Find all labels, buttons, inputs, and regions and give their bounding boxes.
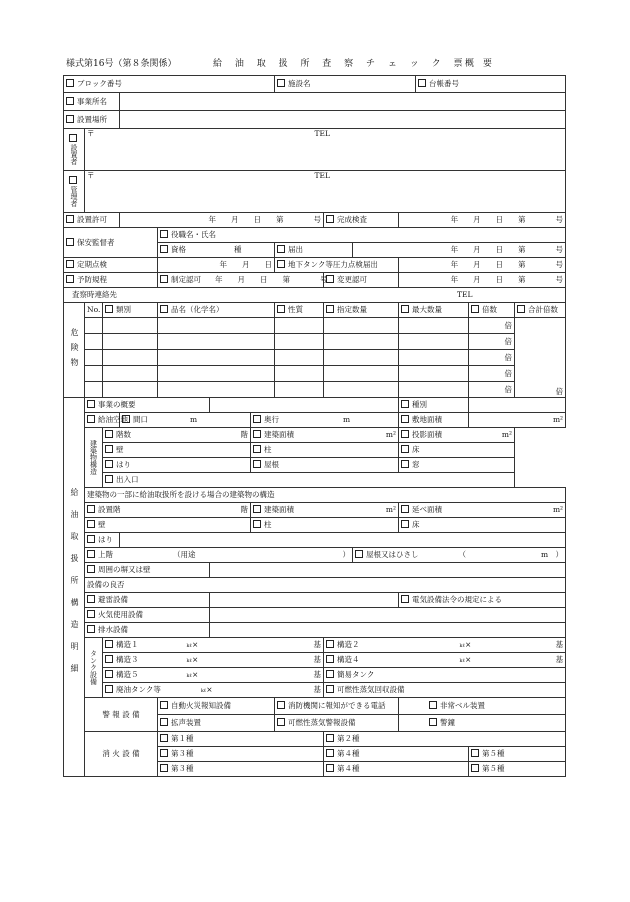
header-total-multiple: 合計倍数 (515, 303, 566, 318)
ledger-checkbox[interactable] (418, 79, 426, 87)
equipment-title: 設備の良否 (85, 578, 566, 593)
building-structure-label: 建築物構造 (85, 428, 103, 488)
form-title: 給 油 取 扱 所 査 察 チ ェ ッ ク 票 (213, 59, 468, 69)
table-row[interactable] (85, 366, 103, 382)
header-item-name: 品名（化学名） (158, 303, 275, 318)
block-number-field[interactable]: ブロック番号 (64, 76, 275, 93)
ledger-number-field[interactable]: 台帳番号 (416, 76, 566, 93)
manager-label: 管理者 (64, 171, 85, 213)
position-name-field[interactable]: 役職名・氏名 (158, 228, 566, 243)
safety-supervisor-label: 保安監督者 (64, 228, 158, 258)
change-approval-date[interactable]: 年 月 日 第 号 (399, 273, 566, 288)
facility-name-field[interactable]: 施設名 (275, 76, 416, 93)
block-checkbox[interactable] (66, 79, 74, 87)
completion-date[interactable]: 年 月 日 第 号 (399, 213, 566, 228)
table-row[interactable] (85, 334, 103, 350)
notification-label: 届出 (275, 243, 353, 258)
hazmat-label: 危険物 (64, 303, 85, 398)
prevention-rules-label: 予防規程 (64, 273, 158, 288)
table-row[interactable] (85, 318, 103, 334)
table-row[interactable] (85, 382, 103, 398)
header-designated-qty: 指定数量 (324, 303, 399, 318)
structure-label: 給油取扱所構造明細 (64, 398, 85, 777)
alarm-label: 警 報 設 備 (85, 698, 158, 732)
contact-field[interactable]: 査察時連絡先 TEL (64, 288, 566, 303)
periodic-inspection-date[interactable]: 年 月 日 (158, 258, 275, 273)
facility-checkbox[interactable] (277, 79, 285, 87)
installer-address[interactable]: 〒 TEL (85, 129, 566, 171)
installer-label: 設置者 (64, 129, 85, 171)
header-max-qty: 最大数量 (399, 303, 469, 318)
partial-building-title: 建築物の一部に給油取扱所を設ける場合の建築物の構造 (85, 488, 566, 503)
location-label: 設置場所 (64, 111, 120, 129)
tank-pressure-date[interactable]: 年 月 日 第 号 (399, 258, 566, 273)
permit-date[interactable]: 年 月 日 第 号 (120, 213, 324, 228)
manager-address[interactable]: 〒 TEL (85, 171, 566, 213)
completion-label: 完成検査 (324, 213, 399, 228)
inspection-form: ブロック番号 施設名 台帳番号 事業所名 設置場所 設置者 〒 TEL 管理者 〒 TEL 設置許可 年 月 日 第 号 完成検査 年 月 日 第 号 保安監督者 役職名・氏名 資格 種 届出 年 月 日 第 号 定期点検 年 月 日 地下タンク等圧力点検届出 年 月 日 第 号 予防規程 制定認可 年 月 日 第 号 変更認可 年 月 日 第 号 査察時連絡先 TEL 危険物 No. 類別 品名（化学名） 性質 指定数量 最大数量 倍数 合計倍数 倍 倍 倍 倍 倍 倍 給油取扱所構造明細 事業の概要 種別 給油空地 間口 m 奥行 m 敷地面積 m² 建築物構造 階数 階 建築面積 m² 投影面積 m² 壁 柱 床 はり 屋根 窓 出入口 建築物の一部に給油取扱所を設ける場合の建築物の構造 設置階 階 建築面積 m² 延べ面積 m² 壁 柱 床 はり 上階 （用途 ） 屋根又はひさし （ m ） 周囲の塀又は壁 設備の良否 避雷設備 電気設備法令の規定による 火気使用設備 排水設備 タンク設備 構造１ kℓ× 基 構造２ kℓ× 基 構造３ kℓ× 基 構造４ kℓ× 基 構造５ kℓ× 基 簡易タンク 廃油タンク等 kℓ× 基 可燃性蒸気回収設備 警 報 設 備 自動火災報知設備 消防機関に報知ができる電話 非常ベル装置 拡声装置 可燃性蒸気警報設備 警鐘 消 火 設 備 第１種 第２種 第３種 第４種 第５種 第３種 第４種 第５種 (63, 75, 566, 777)
qualification-field[interactable]: 資格 種 (158, 243, 275, 258)
change-approval-label: 変更認可 (324, 273, 399, 288)
header-property: 性質 (275, 303, 324, 318)
periodic-inspection-label: 定期点検 (64, 258, 158, 273)
summary-label: 概 要 (465, 59, 495, 69)
header-class: 類別 (103, 303, 158, 318)
extinguish-label: 消 火 設 備 (85, 732, 158, 777)
established-approval[interactable]: 制定認可 年 月 日 第 号 (158, 273, 324, 288)
total-multiple-value[interactable]: 倍 (515, 318, 566, 398)
table-row[interactable] (85, 350, 103, 366)
location-value[interactable] (120, 111, 566, 129)
tank-equipment-label: タンク設備 (85, 638, 103, 698)
permit-label: 設置許可 (64, 213, 120, 228)
form-number: 様式第16号（第８条関係） (66, 59, 177, 69)
header-no: No. (85, 303, 103, 318)
tank-pressure-label: 地下タンク等圧力点検届出 (275, 258, 399, 273)
business-name-value[interactable] (120, 93, 566, 111)
business-name-label: 事業所名 (64, 93, 120, 111)
header-multiple: 倍数 (469, 303, 515, 318)
notification-date[interactable]: 年 月 日 第 号 (353, 243, 566, 258)
